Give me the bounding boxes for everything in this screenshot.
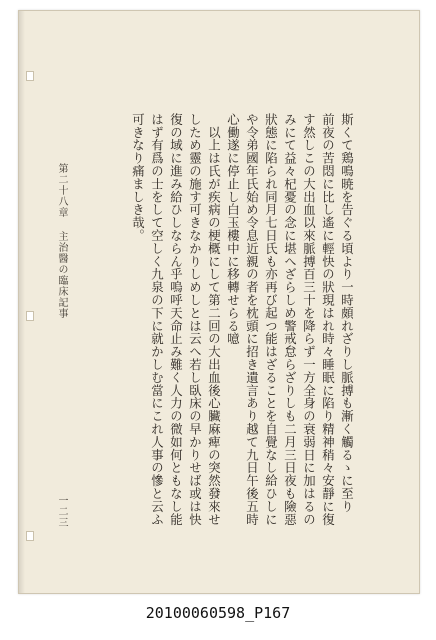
body-column-12: 可きなり痛ましき哉。 (130, 113, 146, 242)
binding-hole (26, 531, 34, 541)
body-column-8: 以上は氏が疾病の梗概にして第二回の大出血後心臟麻痺の突然發來せ (206, 113, 222, 526)
chapter-label: 第二十八章 (56, 163, 67, 218)
body-column-6: や令弟國年氏始め令息近親の者を枕頭に招き遺言あり越て九日午後五時 (244, 113, 260, 526)
body-column-3: す然しこの大出血以來脈搏百三十を降らず一方全身の衰弱日に加はるの (301, 113, 317, 526)
image-caption: 20100060598_P167 (145, 604, 291, 622)
body-column-10: 復の域に進み給ひしならん乎嗚呼天命止み難く人力の微如何ともなし能 (168, 113, 184, 526)
body-column-11: はず有爲の士をして空しく九泉の下に就かしむ當にこれ人事の慘と云ふ (149, 113, 165, 526)
body-column-2: 前夜の苦悶に比し遙に輕快の狀現はれ時々睡眠に陷り精神稍々安靜に復 (320, 113, 336, 526)
binding-hole (26, 71, 34, 81)
body-column-9: しため靈の施す可きなかりしめしとは云へ若し臥床の早かりせば或は快 (187, 113, 203, 526)
chapter-title: 主治醫の臨床記事 (56, 231, 67, 319)
binding-hole (26, 311, 34, 321)
body-column-7: 心働遂に停止し白玉樓中に移轉せらる噫 (225, 113, 241, 346)
body-column-5: 狀態に陷られ同月七日氏も亦再び起つ能はざることを自覺なし給ひしに (263, 113, 279, 526)
body-column-4: みにて益々杞憂の念に堪へざらしめ警戒怠らざりしも二月三日夜も險惡 (282, 113, 298, 526)
page-number: 一二三 (56, 495, 67, 528)
body-column-1: 斯くて鶏鳴暁を告ぐる頃より一時頗れざりし脈搏も漸く觸るゝに至り (339, 113, 355, 513)
document-page (18, 10, 420, 594)
binding-shadow (19, 11, 25, 593)
